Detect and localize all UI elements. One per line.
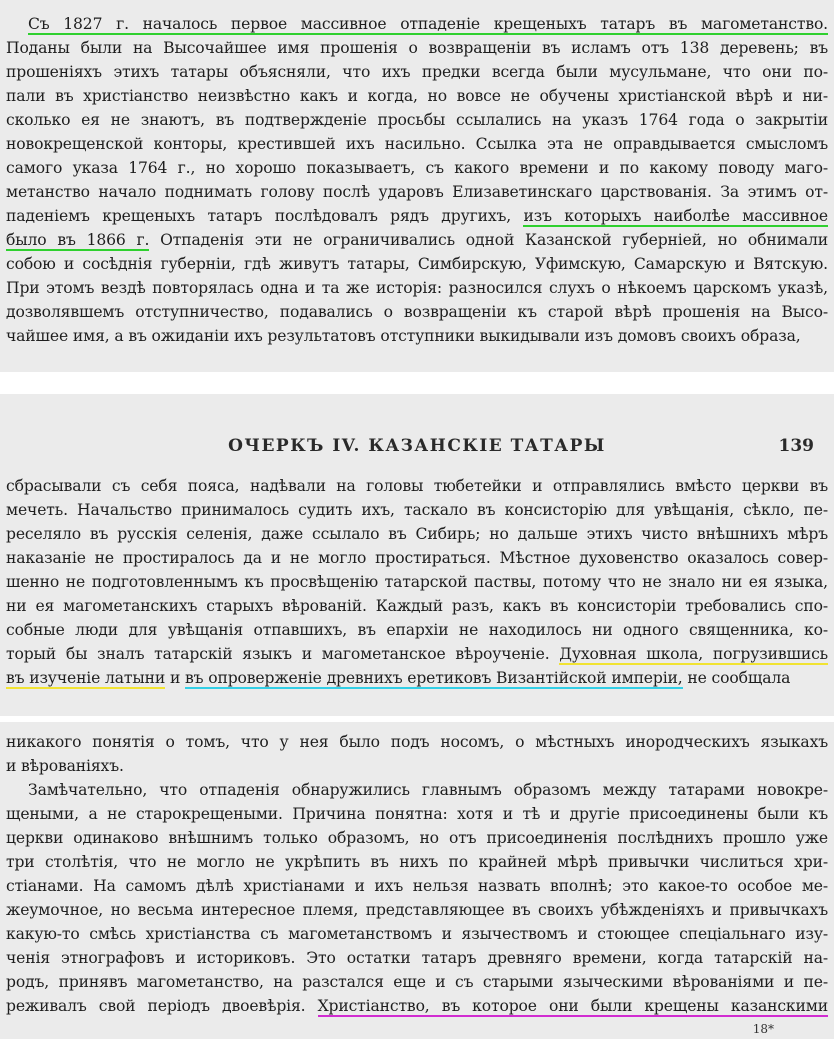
text-line — [6, 300, 828, 324]
text-fragment-page-139 — [0, 394, 834, 716]
text-line — [6, 180, 828, 204]
line-text: мечеть. Начальство принималось судить ихъ, таскало въ консисторію для увѣщанія, сѣкло, пе- — [6, 501, 828, 519]
line-text: Поданы были на Высочайшее имя прошенія о возвращеніи въ исламъ отъ 138 деревень; въ — [6, 39, 828, 57]
text-line — [6, 898, 828, 922]
line-text: ни ея магометанскихъ старыхъ вѣрованій. Каждый разъ, какъ въ консисторіи требовались спо- — [6, 597, 828, 615]
line-text: шенно не подготовленнымъ къ просвѣщенію татарской паствы, потому что не знало ни ея языка, — [6, 573, 828, 591]
text-line — [6, 12, 828, 36]
text-line — [6, 132, 828, 156]
text-fragment-top — [0, 0, 834, 372]
line-text: новокрещенской конторы, крестившей ихъ насильно. Ссылка эта не оправдывается смысломъ — [6, 135, 828, 153]
line-text: сколько ея не знаютъ, въ подтвержденіе просьбы ссылались на указъ 1764 года о закрытіи — [6, 111, 828, 129]
highlighted-phrase: Съ 1827 г. началось первое массивное отпаденіе крещеныхъ татаръ въ магометанство. — [28, 15, 828, 33]
line-text: Отпаденія эти не ограничивались одной Казанской губерніей, но обнимали — [149, 231, 828, 249]
line-text: дозволявшемъ отступничество, подавались о возвращеніи къ старой вѣрѣ прошенія на Высо- — [6, 303, 828, 321]
line-text: чайшее имя, а въ ожиданіи ихъ результатовъ отступники выкидывали изъ домовъ своихъ образа, — [6, 327, 801, 345]
text-line — [6, 108, 828, 132]
text-line — [6, 994, 828, 1018]
page-number: 139 — [778, 436, 814, 456]
highlighted-phrase: изъ которыхъ наиболѣе массивное — [523, 207, 828, 225]
text-line — [6, 730, 828, 754]
text-fragment-bottom — [0, 722, 834, 1039]
text-line — [6, 474, 828, 498]
line-text: жеумочное, но весьма интересное племя, представляющее въ своихъ убѣжденіяхъ и привычкахъ — [6, 901, 828, 919]
line-text: никакого понятія о томъ, что у нея было подъ носомъ, о мѣстныхъ инородческихъ языкахъ — [6, 733, 828, 751]
text-line — [6, 252, 828, 276]
line-text: реселяло въ русскія селенія, даже ссылало въ Сибирь; но дальше этихъ чисто внѣшнихъ мѣръ — [6, 525, 828, 543]
line-text: При этомъ вездѣ повторялась одна и та же исторія: разносился слухъ о нѣкоемъ царскомъ указѣ, — [6, 279, 828, 297]
highlighted-phrase: Духовная школа, погрузившись — [559, 645, 828, 663]
text-line — [6, 970, 828, 994]
text-line — [6, 874, 828, 898]
text-line — [6, 754, 828, 778]
line-text: прошеніяхъ этихъ татары объясняли, что ихъ предки всегда были мусульмане, что они по- — [6, 63, 828, 81]
line-text: и вѣрованіяхъ. — [6, 757, 124, 775]
text-line — [6, 850, 828, 874]
text-line — [6, 522, 828, 546]
text-line — [6, 156, 828, 180]
line-text: торый бы зналъ татарскій языкъ и магометанское вѣроученіе. — [6, 645, 560, 663]
line-text: и — [165, 669, 186, 687]
text-line — [6, 826, 828, 850]
line-text: собою и сосѣднія губерніи, гдѣ живутъ татары, Симбирскую, Уфимскую, Самарскую и Вятскую. — [6, 255, 828, 273]
text-line — [6, 276, 828, 300]
line-text: реживалъ свой періодъ двоевѣрія. — [6, 997, 318, 1015]
running-header-title: ОЧЕРКЪ IV. КАЗАНСКІЕ ТАТАРЫ — [228, 436, 606, 456]
running-header — [6, 394, 828, 456]
highlighted-phrase: было въ 1866 г. — [6, 231, 150, 249]
line-text: сбрасывали съ себя пояса, надѣвали на головы тюбетейки и отправлялись вмѣсто церкви въ — [6, 477, 828, 495]
highlighted-phrase: Христіанство, въ которое они были крещены казанскими — [317, 997, 828, 1015]
text-line — [6, 922, 828, 946]
text-line — [6, 546, 828, 570]
text-line — [6, 60, 828, 84]
line-text: церкви одинаково внѣшнимъ только образомъ, но отъ присоединенія послѣднихъ прошло уже — [6, 829, 828, 847]
sheet-signature-mark: 18* — [752, 1022, 774, 1036]
text-line — [6, 204, 828, 228]
line-text: щеными, а не старокрещеными. Причина понятна: хотя и тѣ и другіе присоединены были къ — [6, 805, 828, 823]
highlighted-phrase: въ изученіе латыни — [6, 669, 166, 687]
text-line — [6, 802, 828, 826]
line-text: паденіемъ крещеныхъ татаръ послѣдовалъ рядъ другихъ, — [6, 207, 524, 225]
paragraph — [6, 12, 828, 348]
text-line — [6, 642, 828, 666]
text-line — [6, 778, 828, 802]
paragraph — [6, 730, 828, 1018]
text-line — [6, 84, 828, 108]
line-text: ченія этнографовъ и историковъ. Это остатки татаръ древняго времени, когда татарскій на- — [6, 949, 828, 967]
text-line — [6, 618, 828, 642]
line-text: стіанами. На самомъ дѣлѣ христіанами и ихъ нельзя назвать вполнѣ; это какое-то особое ме- — [6, 877, 828, 895]
line-text: наказаніе не простиралось да и не могло простираться. Мѣстное духовенство оказалось совер- — [6, 549, 828, 567]
text-line — [6, 498, 828, 522]
line-text: три столѣтія, что не могло не укрѣпить въ нихъ по крайней мѣрѣ привычки числиться хри- — [6, 853, 828, 871]
line-text: не сообщала — [682, 669, 791, 687]
text-line — [6, 324, 828, 348]
line-text: самого указа 1764 г., но хорошо показываетъ, съ какого времени и по какому поводу маго- — [6, 159, 828, 177]
text-line — [6, 946, 828, 970]
text-line — [6, 666, 828, 690]
text-line — [6, 594, 828, 618]
line-text: Замѣчательно, что отпаденія обнаружились главнымъ образомъ между татарами новокре- — [28, 781, 828, 799]
line-text: пали въ христіанство неизвѣстно какъ и когда, но вовсе не обучены христіанской вѣрѣ и ни- — [6, 87, 828, 105]
line-text: родъ, принявъ магометанство, на разстался еще и съ старыми языческими вѣрованіями и пе- — [6, 973, 828, 991]
line-text: какую-то смѣсь христіанства съ магометанствомъ и язычествомъ и стоющее спеціальнаго изу- — [6, 925, 828, 943]
line-text: собные люди для увѣщанія отпавшихъ, въ епархіи не находилось ни одного священника, ко- — [6, 621, 828, 639]
line-text: метанство начало поднимать голову послѣ ударовъ Елизаветинскаго царствованія. За этимъ от- — [6, 183, 828, 201]
text-line — [6, 570, 828, 594]
paragraph — [6, 474, 828, 690]
text-line — [6, 228, 828, 252]
highlighted-phrase: въ опроверженіе древнихъ еретиковъ Византійской имперіи, — [185, 669, 683, 687]
text-line — [6, 36, 828, 60]
